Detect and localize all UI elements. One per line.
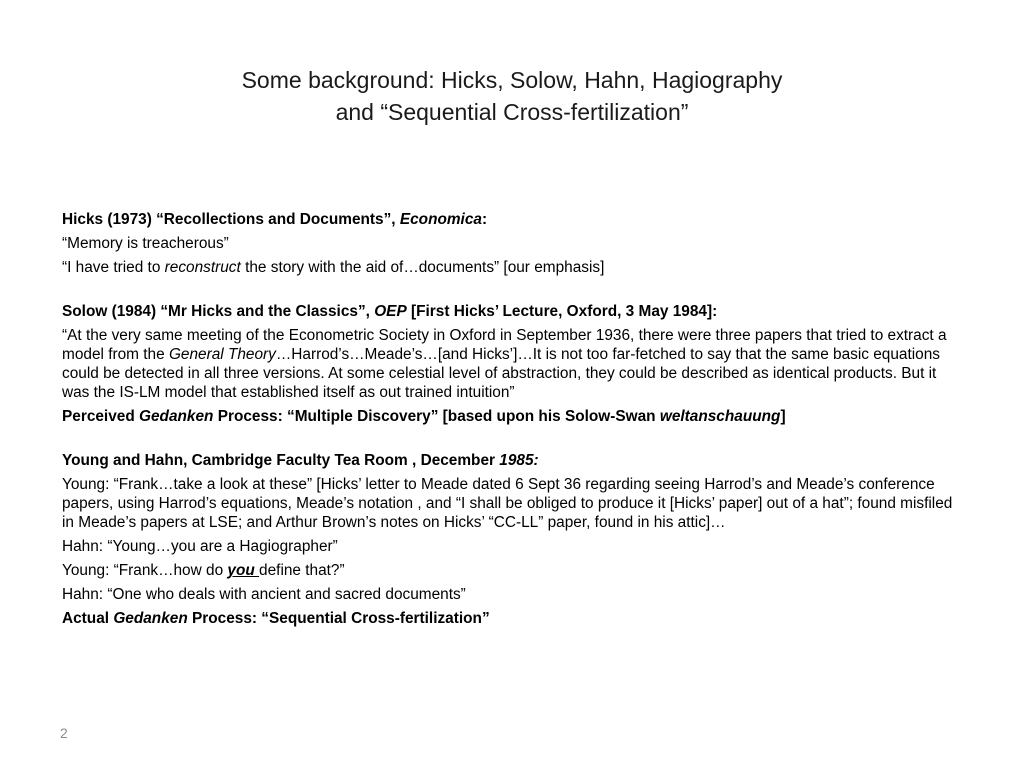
young-hahn-para-1: Young: “Frank…take a look at these” [Hicks’ letter to Meade dated 6 Sept 36 regarding seeing Harrod’s and Meade’s conference papers, using Harrod’s equations, Meade’s notation , and “I shall be obliged to produce it [Hicks’ paper] out of a hat”; found misfiled in Meade’s papers at LSE; and Arthur Brown’s notes on Hicks’ “CC-LL” paper, found in his attic]… [62, 476, 953, 531]
solow-quote-em: General Theory [168, 346, 276, 363]
young-hahn-line-3 [62, 561, 962, 580]
young-hahn-year: 1985: [499, 452, 539, 469]
solow-process [62, 407, 962, 426]
young-hahn-line-2: Hahn: “Young…you are a Hagiographer” [62, 538, 338, 555]
title-line-1: Some background: Hicks, Solow, Hahn, Hagiography [241, 67, 783, 93]
young-hahn-heading [62, 451, 962, 470]
young-hahn-process-a: Actual [62, 610, 114, 627]
young-hahn-process [62, 609, 962, 628]
slide-body [62, 210, 962, 633]
solow-heading-rest: [First Hicks’ Lecture, Oxford, 3 May 1984]: [406, 303, 718, 320]
young-hahn-process-b: Process: “Sequential Cross-fertilization” [187, 610, 490, 627]
solow-process-b: Process: “Multiple Discovery” [based upon his Solow-Swan [213, 408, 660, 425]
hicks-quote-2-b: the story with the aid of…documents” [our emphasis] [240, 259, 605, 276]
title-line-2: and “Sequential Cross-fertilization” [335, 99, 689, 125]
hicks-quote-2 [62, 258, 962, 277]
young-hahn-process-em: Gedanken [113, 610, 188, 627]
solow-quote [62, 326, 962, 402]
solow-quote-a: “At the very same meeting of the Econometric Society in Oxford in September 1936, there were three papers that tried to extract a model from the [62, 327, 947, 363]
hicks-quote-2-em: reconstruct [164, 259, 241, 276]
hicks-heading-colon: : [481, 211, 488, 228]
page-number: 2 [60, 725, 68, 741]
hicks-journal: Economica [399, 211, 482, 228]
solow-quote-b: …Harrod’s…Meade’s…[and Hicks’]…It is not too far-fetched to say that the same basic equations could be detected in all three versions. At some celestial level of abstraction, they could be described as identical products. But it was the IS-LM model that established itself as out trained intuition” [62, 346, 940, 401]
slide-title [60, 64, 964, 128]
solow-journal: OEP [374, 303, 407, 320]
solow-heading-text: Solow (1984) “Mr Hicks and the Classics”, [62, 303, 375, 320]
solow-heading [62, 302, 962, 321]
hicks-heading-text: Hicks (1973) “Recollections and Documents”, [62, 211, 400, 228]
solow-process-a: Perceived [62, 408, 140, 425]
young-hahn-line-3-em: you [227, 562, 260, 579]
young-hahn-line-4: Hahn: “One who deals with ancient and sacred documents” [62, 586, 466, 603]
young-hahn-line-3-b: define that?” [259, 562, 345, 579]
hicks-quote-1: “Memory is treacherous” [62, 235, 229, 252]
solow-process-em: Gedanken [139, 408, 214, 425]
young-hahn-heading-text: Young and Hahn, Cambridge Faculty Tea Room , December [62, 452, 500, 469]
solow-process-em2: weltanschauung [659, 408, 781, 425]
young-hahn-line-3-a: Young: “Frank…how do [62, 562, 228, 579]
hicks-quote-2-a: “I have tried to [62, 259, 165, 276]
hicks-heading [62, 210, 962, 229]
solow-process-c: ] [780, 408, 786, 425]
